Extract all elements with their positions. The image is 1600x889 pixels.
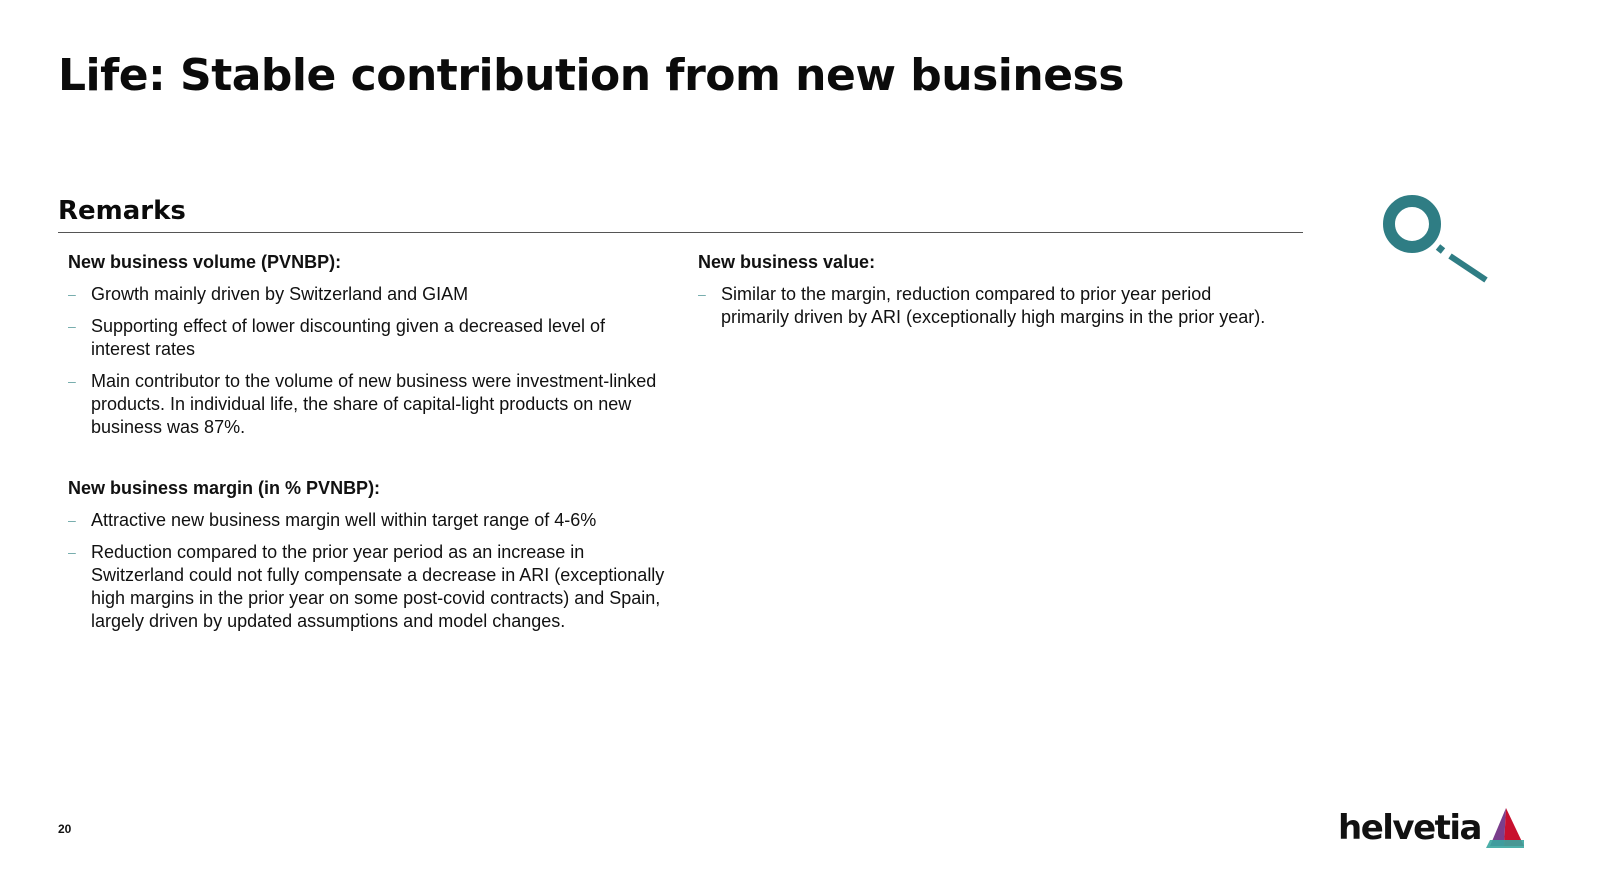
value-heading: New business value: (698, 252, 876, 272)
list-item (698, 283, 1268, 329)
margin-list (68, 509, 668, 633)
remarks-right-column (698, 250, 1268, 338)
bullet-dash-icon: – (68, 318, 76, 334)
list-item (68, 541, 668, 633)
list-item-text: Reduction compared to the prior year period as an increase in Switzerland could not fully compensate a decrease in ARI (exceptionally high margins in the prior year on some post-covid contracts) and Spain, largely driven by updated assumptions and model changes. (91, 542, 665, 631)
bullet-dash-icon: – (68, 286, 76, 302)
brand-wordmark: helvetia (1338, 808, 1481, 848)
volume-heading: New business volume (PVNBP): (68, 252, 342, 272)
list-item (68, 283, 668, 306)
bullet-dash-icon: – (68, 373, 76, 389)
magnifier-icon (1378, 190, 1498, 290)
list-item (68, 370, 668, 439)
margin-heading: New business margin (in % PVNBP): (68, 478, 381, 498)
list-item-text: Main contributor to the volume of new business were investment-linked products. In individual life, the share of capital-light products on new business was 87%. (91, 371, 657, 437)
spacer (68, 448, 668, 476)
page-title: Life: Stable contribution from new business (58, 50, 1124, 101)
list-item-text: Supporting effect of lower discounting given a decreased level of interest rates (91, 316, 605, 359)
bullet-dash-icon: – (698, 286, 706, 302)
remarks-heading: Remarks (58, 196, 186, 226)
list-item (68, 315, 668, 361)
volume-list (68, 283, 668, 439)
list-item (68, 509, 668, 532)
section-divider (58, 232, 1303, 233)
page-number: 20 (58, 822, 72, 836)
list-item-text: Attractive new business margin well within target range of 4-6% (91, 510, 597, 530)
remarks-left-column (68, 250, 668, 642)
list-item-text: Similar to the margin, reduction compared to prior year period primarily driven by ARI (exceptionally high margins in the prior year). (721, 284, 1266, 327)
value-list (698, 283, 1268, 329)
bullet-dash-icon: – (68, 512, 76, 528)
helvetia-mark-icon (1484, 806, 1526, 850)
list-item-text: Growth mainly driven by Switzerland and GIAM (91, 284, 469, 304)
bullet-dash-icon: – (68, 544, 76, 560)
helvetia-logo (1338, 800, 1526, 850)
